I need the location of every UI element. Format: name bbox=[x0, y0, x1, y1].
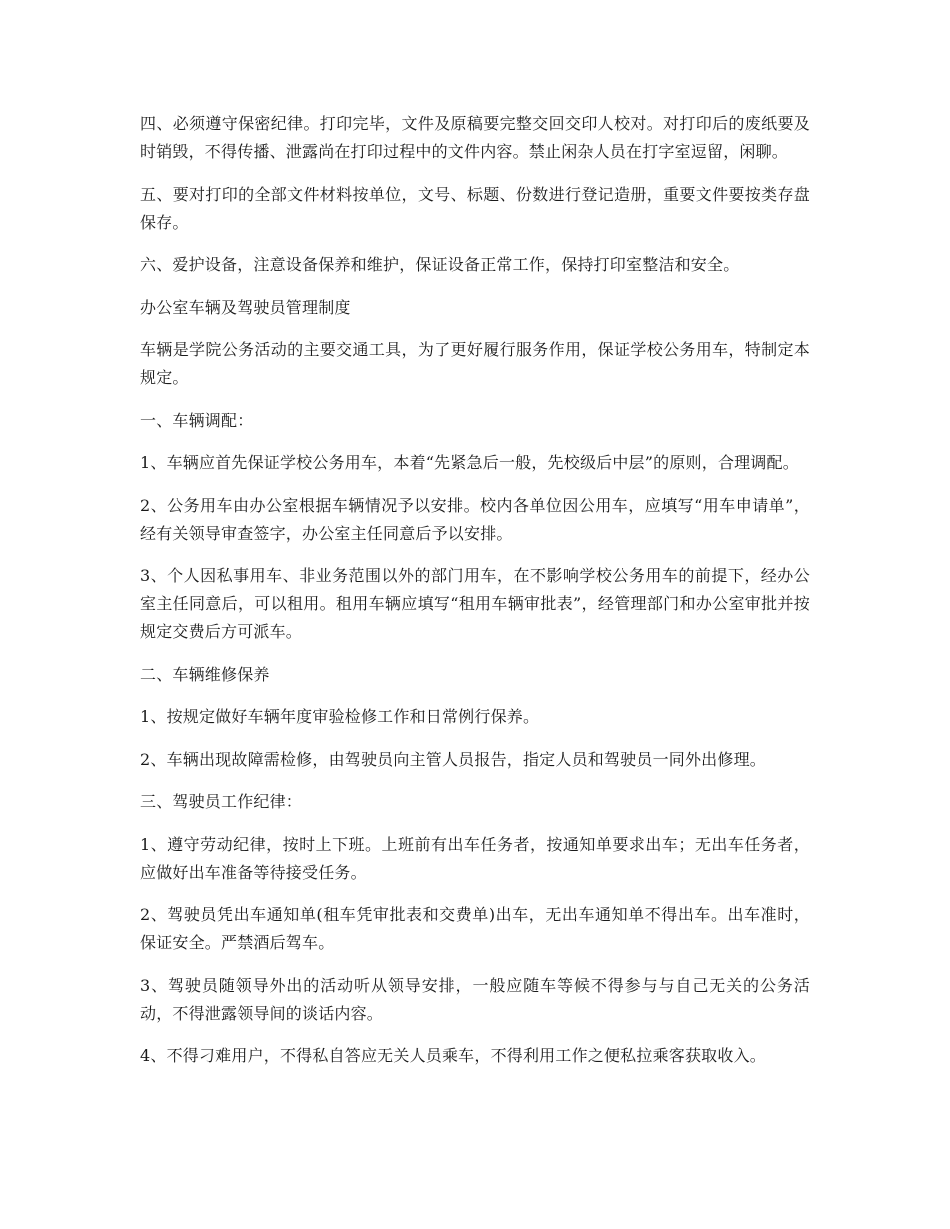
paragraph-dispatch-1: 1、车辆应首先保证学校公务用车，本着“先紧急后一般，先校级后中层”的原则，合理调配。 bbox=[140, 453, 799, 472]
paragraph-discipline-4: 4、不得刁难用户，不得私自答应无关人员乘车，不得利用工作之便私拉乘客获取收入。 bbox=[140, 1046, 766, 1065]
paragraph-maintenance-1: 1、按规定做好车辆年度审验检修工作和日常例行保养。 bbox=[140, 707, 540, 726]
section-title-vehicle-management: 办公室车辆及驾驶员管理制度 bbox=[140, 297, 351, 317]
paragraph-discipline-2: 2、驾驶员凭出车通知单(租车凭审批表和交费单)出车，无出车通知单不得出车。出车准时，保证安全。严禁酒后驾车。 bbox=[140, 905, 810, 952]
heading-vehicle-dispatch: 一、车辆调配： bbox=[140, 410, 254, 430]
paragraph-dispatch-2: 2、公务用车由办公室根据车辆情况予以安排。校内各单位因公用车，应填写“用车申请单”，经有关领导审查签字，办公室主任同意后予以安排。 bbox=[140, 495, 810, 543]
paragraph-discipline-1: 1、遵守劳动纪律，按时上下班。上班前有出车任务者，按通知单要求出车；无出车任务者，应做好出车准备等待接受任务。 bbox=[140, 834, 810, 882]
paragraph-maintenance-2: 2、车辆出现故障需检修，由驾驶员向主管人员报告，指定人员和驾驶员一同外出修理。 bbox=[140, 749, 766, 769]
paragraph-vehicle-intro: 车辆是学院公务活动的主要交通工具，为了更好履行服务作用，保证学校公务用车，特制定本规定。 bbox=[140, 340, 810, 387]
paragraph-dispatch-3: 3、个人因私事用车、非业务范围以外的部门用车，在不影响学校公务用车的前提下，经办公室主任同意后，可以租用。租用车辆应填写“租用车辆审批表”，经管理部门和办公室审批并按规定交费后方可派车。 bbox=[140, 566, 810, 641]
document-body bbox=[140, 110, 810, 1085]
paragraph-equipment-care: 六、爱护设备，注意设备保养和维护，保证设备正常工作，保持打印室整洁和安全。 bbox=[140, 255, 740, 274]
paragraph-confidentiality: 四、必须遵守保密纪律。打印完毕，文件及原稿要完整交回交印人校对。对打印后的废纸要及时销毁，不得传播、泄露尚在打印过程中的文件内容。禁止闲杂人员在打字室逗留，闲聊。 bbox=[140, 114, 810, 161]
paragraph-discipline-3: 3、驾驶员随领导外出的活动听从领导安排，一般应随车等候不得参与与自己无关的公务活动，不得泄露领导间的谈话内容。 bbox=[140, 975, 810, 1023]
heading-driver-discipline: 三、驾驶员工作纪律： bbox=[140, 792, 303, 811]
paragraph-registration: 五、要对打印的全部文件材料按单位，文号、标题、份数进行登记造册，重要文件要按类存盘保存。 bbox=[140, 184, 810, 232]
heading-vehicle-maintenance: 二、车辆维修保养 bbox=[140, 664, 270, 684]
